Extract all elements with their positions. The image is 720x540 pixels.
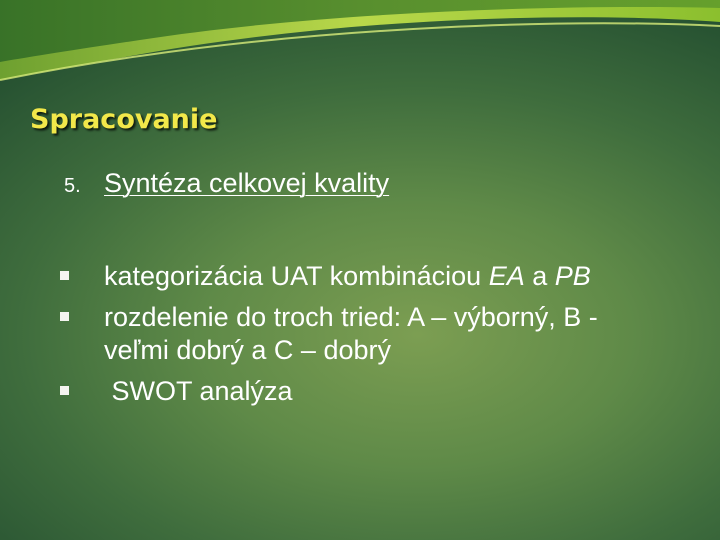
- bullet-text: SWOT analýza: [104, 376, 293, 406]
- header-swoosh-decoration: [0, 0, 720, 90]
- bullet-item: [60, 301, 660, 367]
- bullet-item: [60, 260, 660, 293]
- item-number: 5.: [64, 175, 81, 197]
- numbered-list-item: [64, 168, 389, 199]
- bullet-item: [60, 375, 660, 408]
- item-heading: Syntéza celkovej kvality: [104, 168, 390, 198]
- bullet-text: kategorizácia UAT kombináciou EA a PB: [104, 261, 591, 291]
- square-bullet-icon: [60, 271, 69, 280]
- bullet-list: [60, 260, 660, 416]
- square-bullet-icon: [60, 386, 69, 395]
- square-bullet-icon: [60, 312, 69, 321]
- bullet-text: rozdelenie do troch tried: A – výborný, B - veľmi dobrý a C – dobrý: [104, 302, 598, 365]
- slide-title: Spracovanie: [30, 104, 218, 135]
